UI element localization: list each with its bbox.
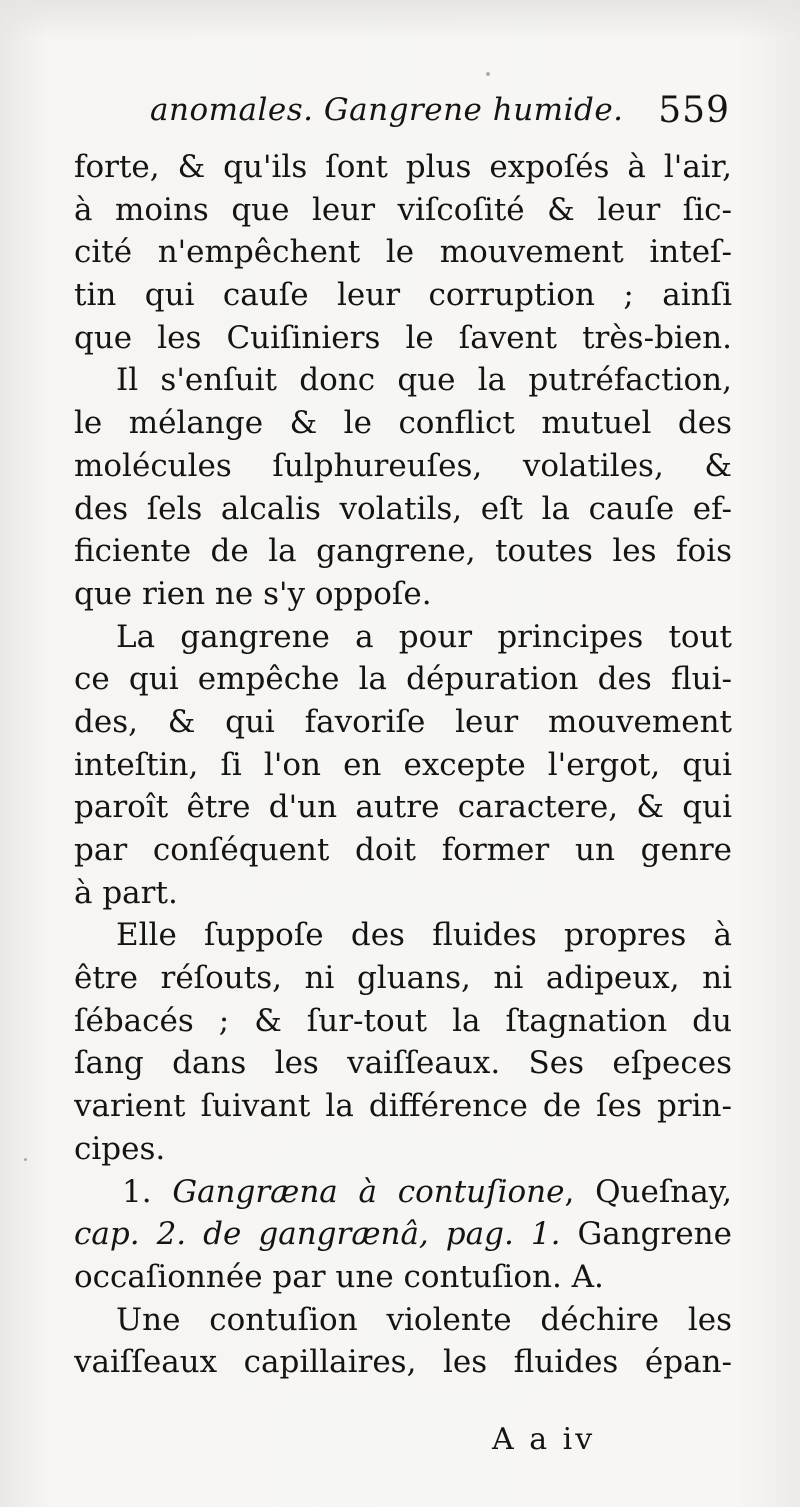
text-line: paroît être d'un autre caractere, & qui xyxy=(74,789,732,826)
text-line: cipes. xyxy=(74,1130,166,1167)
text-line: cité n'empêchent le mouvement inteſ- xyxy=(74,234,732,271)
text-line: ficiente de la gangrene, toutes les fois xyxy=(74,533,732,570)
body-text xyxy=(74,146,732,1384)
ink-speck xyxy=(486,72,490,76)
text-line: inteſtin, ſi l'on en excepte l'ergot, qui xyxy=(74,746,732,783)
text-line: des ſels alcalis volatils, eſt la cauſe ef- xyxy=(74,490,732,527)
reference-citation-rest: Gangrene xyxy=(560,1216,732,1253)
text-line: Elle ſuppoſe des fluides propres à xyxy=(116,917,732,954)
signature-mark: A a iv xyxy=(492,1422,596,1457)
ink-speck xyxy=(24,1158,27,1161)
reference-source xyxy=(74,1213,732,1256)
text-line: que les Cuiſiniers le ſavent très-bien. xyxy=(74,319,732,356)
text-line: des, & qui favoriſe leur mouvement xyxy=(74,703,732,740)
text-line: le mélange & le conflict mutuel des xyxy=(74,405,732,442)
reference-author: , Queſnay, xyxy=(564,1173,732,1210)
text-line: à moins que leur viſcoſité & leur ſic- xyxy=(74,191,732,228)
reference-entry xyxy=(74,1171,732,1214)
text-line: ſébacés ; & ſur-tout la ſtagnation du xyxy=(74,1002,732,1039)
text-line: Une contuſion violente déchire les xyxy=(116,1301,732,1338)
text-line: vaiſſeaux capillaires, les fluides épan- xyxy=(74,1344,732,1381)
text-line: que rien ne s'y oppoſe. xyxy=(74,575,432,612)
text-line: tin qui cauſe leur corruption ; ainſi xyxy=(74,277,732,314)
text-line: ce qui empêche la dépuration des flui- xyxy=(74,661,732,698)
page-number: 559 xyxy=(658,90,730,131)
text-line: forte, & qu'ils ſont plus expoſés à l'air, xyxy=(74,149,732,185)
text-line: occaſionnée par une contuſion. A. xyxy=(74,1258,604,1295)
reference-title: Gangræna à contuſione xyxy=(172,1173,565,1210)
reference-citation: cap. 2. de gangrænâ, pag. 1. xyxy=(74,1216,561,1253)
text-line: ſang dans les vaiſſeaux. Ses eſpeces xyxy=(74,1045,732,1082)
text-line: Il s'enſuit donc que la putréfaction, xyxy=(116,362,732,399)
text-line: molécules ſulphureuſes, volatiles, & xyxy=(74,447,732,484)
text-line: varient ſuivant la différence de ſes prin- xyxy=(74,1088,732,1125)
text-line: à part. xyxy=(74,874,178,911)
text-line: par conſéquent doit former un genre xyxy=(74,832,732,868)
text-line: La gangrene a pour principes tout xyxy=(116,618,732,655)
scan-shadow xyxy=(0,0,800,40)
text-line: être réſouts, ni gluans, ni adipeux, ni xyxy=(74,960,732,997)
running-head: anomales. Gangrene humide. xyxy=(150,92,624,128)
page-header xyxy=(150,92,730,148)
reference-number: 1. xyxy=(122,1173,152,1210)
